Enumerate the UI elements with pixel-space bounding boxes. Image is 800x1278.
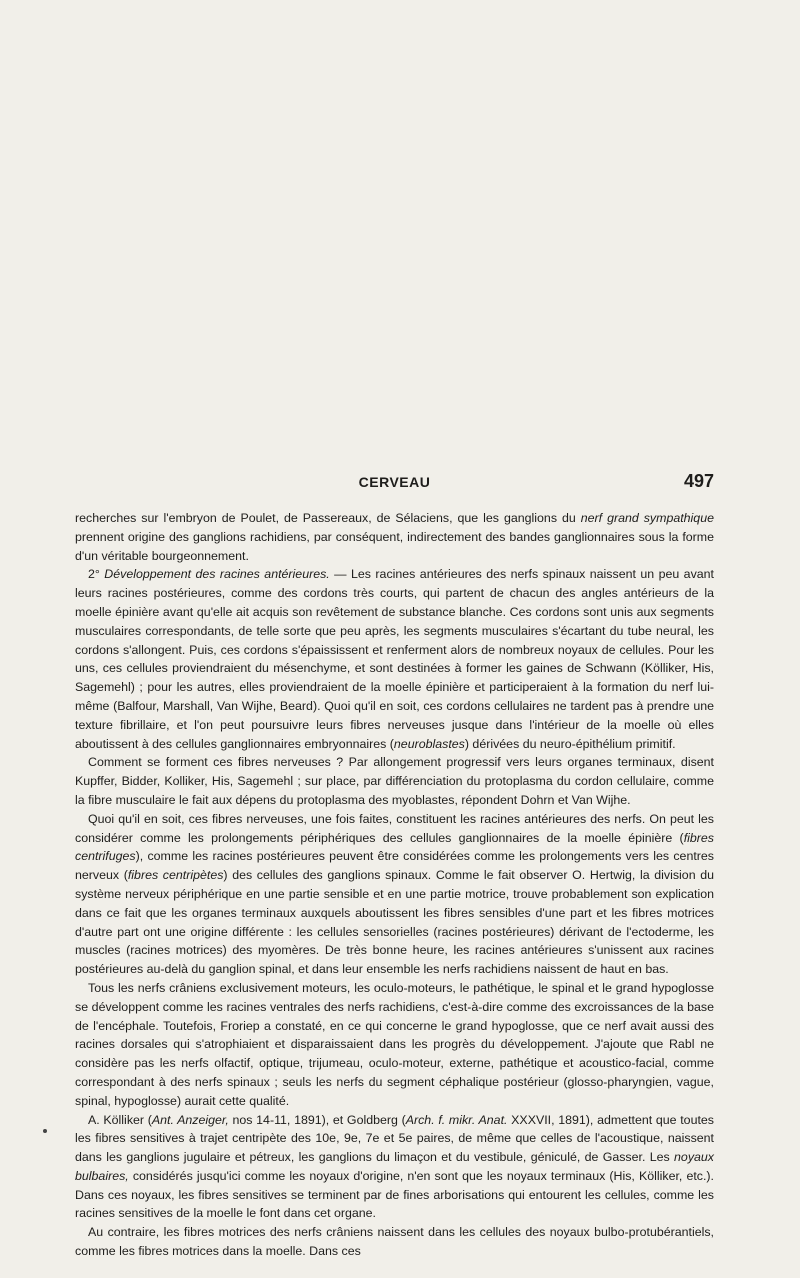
- text-run: Tous les nerfs crâniens exclusivement moteurs, les oculo-moteurs, le pathétique, le spinal et le grand hypoglosse se développent comme les racines ventrales des nerfs rachidiens, c'est-à-dire comme des excroissances de la base de l'encéphale. Toutefois, Froriep a constaté, en ce qui concerne le grand hypoglosse, que ce nerf avait aussi des racines dorsales qui s'atrophiaient et disparaissaient dans les progrès du développement. J'ajoute que Rabl ne considère pas les nerfs olfactif, optique, trijumeau, oculo-moteur, externe, pathétique et acoustico-facial, comme correspondant à des nerfs spinaux ; seuls les nerfs du segment céphalique postérieur (glosso-pharyngien, vague, spinal, hypoglosse) aurait cette qualité.: [75, 980, 714, 1108]
- page-number: 497: [683, 471, 714, 491]
- italic-text: noyaux bulbaires,: [75, 1150, 714, 1183]
- body-text: [75, 509, 714, 1261]
- italic-text: Arch. f. mikr. Anat.: [405, 1112, 508, 1127]
- text-run: ) des cellules des ganglions spinaux. Comme le fait observer O. Hertwig, la division du système nerveux périphérique en une partie sensible et en une partie motrice, trouve probablement son explication dans ce fait que les organes terminaux auxquels aboutissent les fibres sensibles d'une part et les fibres motrices d'autre part ont une origine différente : les cellules sensorielles (racines postérieures) dérivant de l'ectoderme, les muscles (racines motrices) des myomères. De très bonne heure, les racines antérieures s'unissent aux racines postérieures au-delà du ganglion spinal, et dans leur ensemble les nerfs rachidiens naissent de haut en bas.: [75, 868, 715, 977]
- italic-text: fibres centrifuges: [75, 830, 714, 864]
- paragraph: [75, 565, 714, 753]
- text-run: recherches sur l'embryon de Poulet, de Passereaux, de Sélaciens, que les ganglions du: [75, 511, 581, 525]
- italic-text: neuroblastes: [393, 736, 465, 751]
- text-run: Comment se forment ces fibres nerveuses ? Par allongement progressif vers leurs organes terminaux, disent Kupffer, Bidder, Kolliker, His, Sagemehl ; sur place, par différenciation du protoplasma du cordon cellulaire, comme la fibre musculaire le fait aux dépens du protoplasma des myoblastes, répondent Dohrn et Van Wijhe.: [75, 755, 714, 807]
- text-run: prennent origine des ganglions rachidiens, par conséquent, indirectement des bandes ganglionnaires sous la forme d'un véritable bourgeonnement.: [75, 529, 714, 563]
- text-run: Au contraire, les fibres motrices des nerfs crâniens naissent dans les cellules des noyaux bulbo-protubérantiels, comme les fibres motrices dans la moelle. Dans ces: [75, 1225, 714, 1259]
- italic-text: fibres centripètes: [127, 868, 224, 883]
- text-run: ), comme les racines postérieures peuvent être considérées comme les prolongements vers les centres nerveux (: [75, 849, 714, 883]
- text-run: A. Kölliker (: [88, 1112, 152, 1127]
- italic-text: Développement des racines antérieures.: [104, 567, 330, 582]
- italic-text: nerf grand sympathique: [580, 511, 714, 525]
- paragraph: [75, 979, 714, 1111]
- chapter-title: CERVEAU: [358, 474, 431, 490]
- paragraph: [75, 509, 714, 565]
- text-run: Quoi qu'il en soit, ces fibres nerveuses, une fois faites, constituent les racines antérieures des nerfs. On peut les considérer comme les prolongements périphériques des cellules ganglionnaires de la moelle épinière (: [75, 811, 714, 845]
- text-run: ) dérivées du neuro-épithélium primitif.: [464, 736, 676, 751]
- text-run: nos 14-11, 1891), et Goldberg (: [228, 1112, 406, 1127]
- text-run: considérés jusqu'ici comme les noyaux d'origine, n'en sont que les noyaux terminaux (His, Kölliker, etc.). Dans ces noyaux, les fibres sensitives se terminent par de fines arborisations qui entourent les cellules, comme les racines sensitives de la moelle le font dans cet organe.: [75, 1168, 714, 1221]
- text-run: — Les racines antérieures des nerfs spinaux naissent un peu avant leurs racines postérieures, comme des cordons très courts, qui partent de chacun des angles antérieurs de la moelle épinière avant qu'elle ait acquis son revêtement de substance blanche. Ces cordons sont unis aux segments musculaires correspondants, de telle sorte que peu après, les segments musculaires s'écartant du tube neural, les cordons s'allongent. Puis, ces cordons s'épaississent et renferment alors de nombreux noyaux de cellules. Pour les uns, ces cellules proviendraient du mésenchyme, et sont destinées à former les gaines de Schwann (Kölliker, His, Sagemehl) ; pour les autres, elles proviendraient de la moelle épinière et participeraient à la formation du nerf lui-même (Balfour, Marshall, Van Wijhe, Beard). Quoi qu'il en soit, ces cordons cellulaires ne tardent pas à prendre une texture fibrillaire, et l'on peut poursuivre leurs fibres nerveuses jusque dans l'intérieur de la moelle où elles aboutissent à des cellules ganglionnaires embryonnaires (: [75, 567, 714, 751]
- paragraph: [75, 810, 714, 979]
- running-header: [75, 471, 714, 498]
- margin-mark: [43, 1129, 47, 1133]
- text-run: 2°: [88, 567, 105, 582]
- paragraph: [75, 1223, 714, 1261]
- paragraph: [75, 753, 714, 809]
- italic-text: Ant. Anzeiger,: [151, 1112, 229, 1127]
- paragraph: [75, 1111, 714, 1224]
- text-run: XXXVII, 1891), admettent que toutes les fibres sensitives à trajet centripète des 10e, 9e, 7e et 5e paires, de même que celles de l'acoustique, naissent dans les ganglions jugulaire et pétreux, les ganglions du limaçon et du vestibule, géniculé, de Gasser. Les: [75, 1112, 714, 1165]
